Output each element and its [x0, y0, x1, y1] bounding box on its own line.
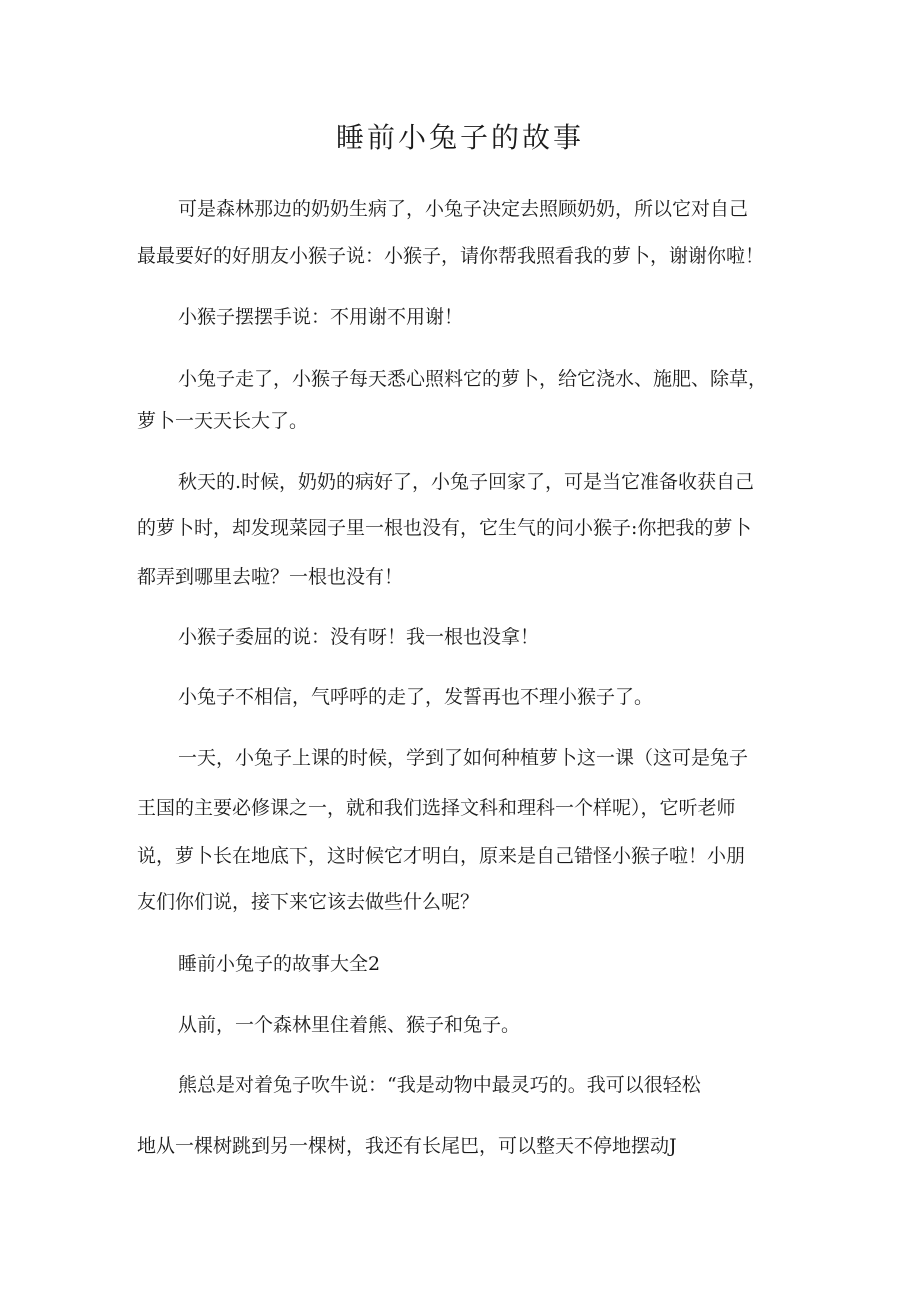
- paragraph-line: 可是森林那边的奶奶生病了，小兔子决定去照顾奶奶，所以它对自己: [178, 198, 749, 220]
- paragraph-line: 地从一棵树跳到另一棵树，我还有长尾巴，可以整天不停地摆动J: [137, 1135, 677, 1157]
- paragraph-line: 萝卜一天天长大了。: [137, 410, 309, 432]
- paragraph-line: 的萝卜时，却发现菜园子里一根也没有，它生气的问小猴子:你把我的萝卜: [137, 517, 752, 539]
- document-title: 睡前小兔子的故事: [335, 121, 584, 154]
- section-heading: 睡前小兔子的故事大全2: [178, 953, 381, 975]
- paragraph-line: 小兔子不相信，气呼呼的走了，发誓再也不理小猴子了。: [178, 686, 654, 708]
- paragraph-line: 秋天的.时候，奶奶的病好了，小兔子回家了，可是当它准备收获自己: [178, 471, 755, 493]
- paragraph-line: 友们你们说，接下来它该去做些什么呢？: [137, 891, 480, 913]
- paragraph-line: 小猴子委屈的说：没有呀！我一根也没拿！: [178, 626, 540, 648]
- paragraph-line: 从前，一个森林里住着熊、猴子和兔子。: [178, 1014, 521, 1036]
- paragraph-line: 都弄到哪里去啦？一根也没有！: [137, 566, 404, 588]
- paragraph-line: 一天，小兔子上课的时候，学到了如何种植萝卜这一课（这可是兔子: [178, 747, 749, 769]
- paragraph-line: 最最要好的好朋友小猴子说：小猴子，请你帮我照看我的萝卜，谢谢你啦！: [137, 245, 765, 267]
- paragraph-line: 熊总是对着兔子吹牛说：“我是动物中最灵巧的。我可以很轻松: [178, 1074, 701, 1096]
- paragraph-line: 小兔子走了，小猴子每天悉心照料它的萝卜，给它浇水、施肥、除草，: [178, 368, 768, 390]
- paragraph-line: 小猴子摆摆手说：不用谢不用谢！: [178, 306, 464, 328]
- paragraph-line: 王国的主要必修课之一，就和我们选择文科和理科一个样呢），它听老师: [137, 797, 736, 819]
- paragraph-line: 说，萝卜长在地底下，这时候它才明白，原来是自己错怪小猴子啦！小朋: [137, 845, 746, 867]
